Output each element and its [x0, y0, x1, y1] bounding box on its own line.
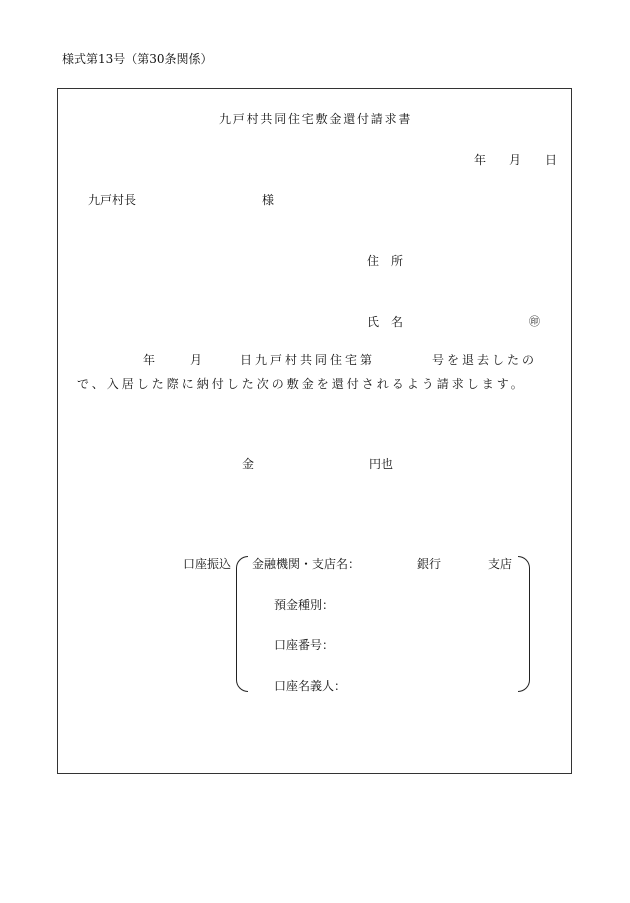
body-line-2: で、入居した際に納付した次の敷金を還付されるよう請求します。: [77, 377, 526, 391]
account-holder-label: 口座名義人：: [274, 679, 347, 693]
form-frame: [57, 88, 572, 774]
deposit-type-label: 預金種別：: [274, 598, 335, 612]
name-label: 氏 名: [367, 315, 404, 329]
account-number-label: 口座番号：: [274, 638, 335, 652]
seal-mark: ㊞: [529, 315, 540, 328]
date-month: 月: [509, 153, 522, 167]
body-number-leave: 号を退去したの: [432, 353, 538, 367]
amount-suffix: 円也: [369, 457, 394, 471]
bank-label: 銀行: [417, 557, 442, 571]
form-title: 九戸村共同住宅敷金還付請求書: [219, 112, 413, 126]
body-year: 年: [143, 353, 156, 367]
branch-label: 支店: [488, 557, 513, 571]
date-day: 日: [545, 153, 558, 167]
addressee-honorific: 様: [262, 193, 275, 207]
body-day-housing: 日九戸村共同住宅第: [240, 353, 376, 367]
institution-label: 金融機関・支店名：: [252, 557, 361, 571]
date-year: 年: [474, 153, 487, 167]
transfer-label: 口座振込: [183, 557, 232, 571]
address-label: 住 所: [367, 254, 404, 268]
right-brace: [518, 556, 530, 692]
amount-prefix: 金: [242, 457, 255, 471]
form-number: 様式第13号（第30条関係）: [62, 52, 213, 66]
addressee-name: 九戸村長: [88, 193, 137, 207]
body-month: 月: [190, 353, 203, 367]
left-brace: [236, 556, 248, 692]
